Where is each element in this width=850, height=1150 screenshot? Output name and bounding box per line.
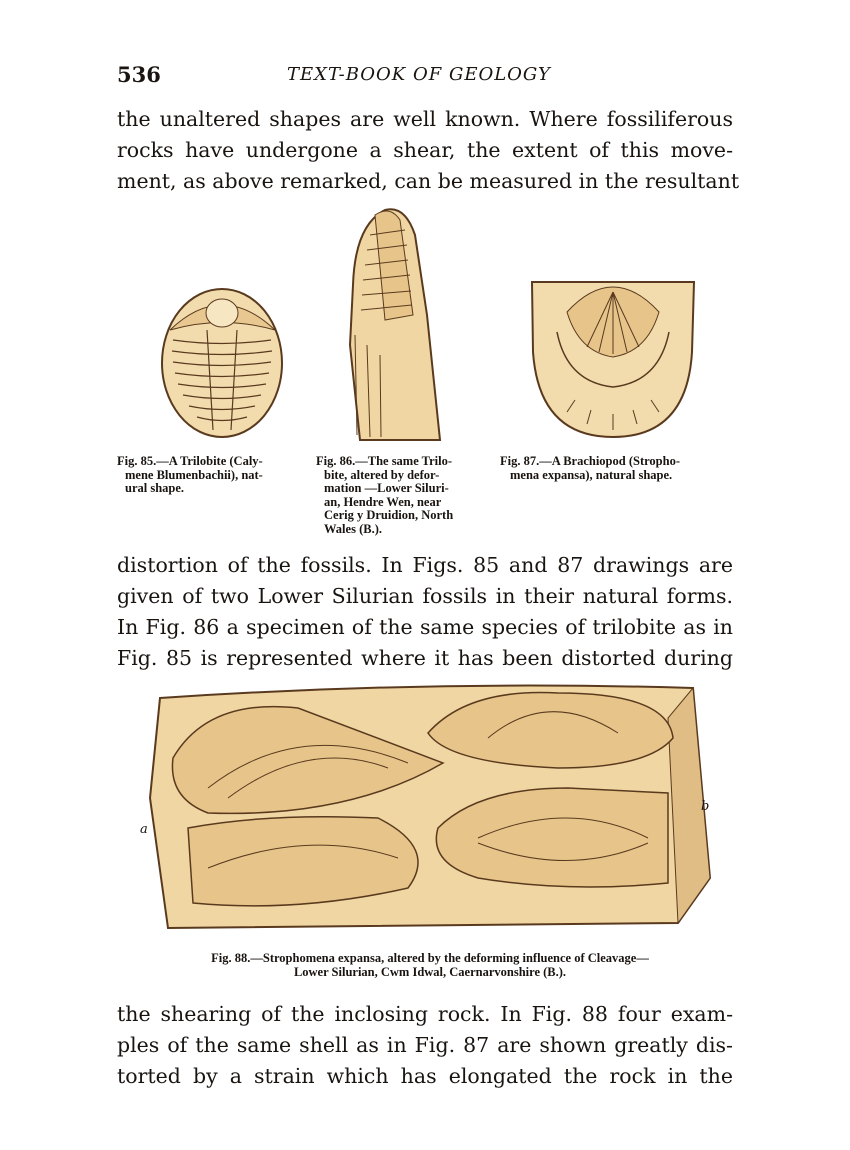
text-line: torted by a strain which has elongated the rock in the [117,1064,733,1088]
text-line: ment, as above remarked, can be measured in the resultant [117,169,740,193]
paragraph-2 [117,550,733,674]
fig85-caption: Fig. 85.—A Trilobite (Caly- mene Blumenbachii), nat- ural shape. [117,454,263,495]
paragraph-1 [117,104,740,197]
fig88-label-a: a [140,822,148,837]
fig85-trilobite-illustration [155,285,290,440]
paragraph-3 [117,999,733,1092]
page-number: 536 [117,62,161,87]
fig88-caption: Fig. 88.—Strophomena expansa, altered by the deforming influence of Cleavage— Lower Silurian, Cwm Idwal, Caernarvonshire (B.). [211,951,649,979]
fig87-brachiopod-illustration [527,272,699,442]
fig86-caption: Fig. 86.—The same Trilo- bite, altered by defor- mation —Lower Siluri- an, Hendre Wen, near Cerig y Druidion, North Wales (B.). [316,454,454,536]
fig86-deformed-trilobite-illustration [345,205,445,445]
running-title: TEXT-BOOK OF GEOLOGY [287,64,551,85]
text-line: Fig. 85 is represented where it has been distorted during [117,646,733,670]
fig87-caption: Fig. 87.—A Brachiopod (Stropho- mena expansa), natural shape. [500,454,680,482]
fig88-rock-slab-illustration [140,678,716,940]
text-line: given of two Lower Silurian fossils in their natural forms. [117,584,733,608]
text-line: In Fig. 86 a specimen of the same species of trilobite as in [117,615,733,639]
text-line: ples of the same shell as in Fig. 87 are shown greatly dis- [117,1033,733,1057]
fig88-label-b: b [701,799,710,814]
text-line: the shearing of the inclosing rock. In Fig. 88 four exam- [117,1002,733,1026]
text-line: distortion of the fossils. In Figs. 85 and 87 drawings are [117,553,733,577]
text-line: the unaltered shapes are well known. Where fossiliferous [117,107,733,131]
text-line: rocks have undergone a shear, the extent of this move- [117,138,733,162]
